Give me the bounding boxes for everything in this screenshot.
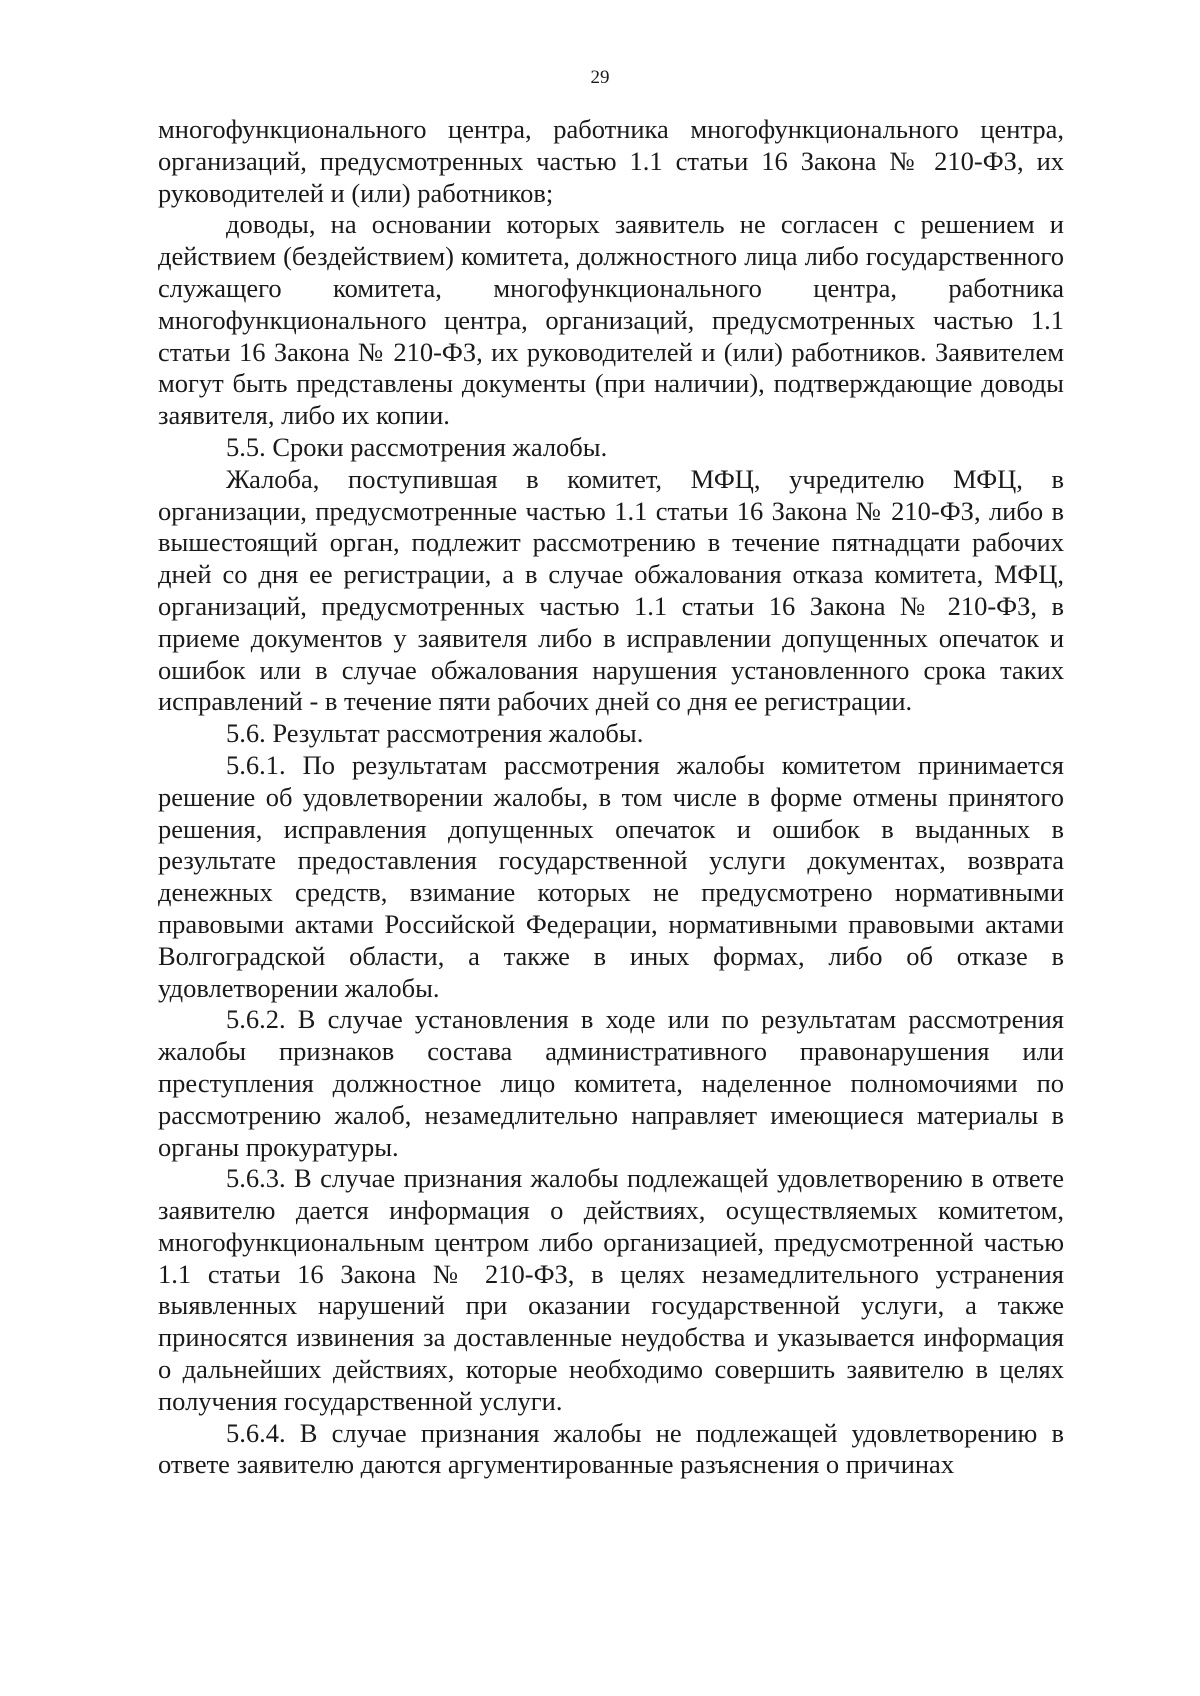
page-number: 29 [590,67,610,88]
paragraph-5-6-2: 5.6.2. В случае установления в ходе или по результатам рассмотрения жалобы признаков состава административного правонарушения или преступления должностное лицо комитета, наделенное полномочиями по рассмотрению жалоб, незамедлительно направляет имеющиеся материалы в органы прокуратуры. [158,1004,1064,1162]
section-heading-5-5: 5.5. Сроки рассмотрения жалобы. [226,431,608,462]
paragraph-complaint-arguments: доводы, на основании которых заявитель не согласен с решением и действием (бездействием) комитета, должностного лица либо государственного служащего комитета, многофункционального центра, работника многофункционального центра, организаций, предусмотренных частью 1.1 статьи 16 Закона № 210-ФЗ, их руководителей и (или) работников. Заявителем могут быть представлены документы (при наличии), подтверждающие доводы заявителя, либо их копии. [158,209,1064,431]
paragraph-continued-list-item: многофункционального центра, работника многофункционального центра, организаций, предусмотренных частью 1.1 статьи 16 Закона № 210-ФЗ, их руководителей и (или) работников; [158,114,1064,208]
paragraph-5-6-1: 5.6.1. По результатам рассмотрения жалобы комитетом принимается решение об удовлетворении жалобы, в том числе в форме отмены принятого решения, исправления допущенных опечаток и ошибок в выданных в результате предоставления государственной услуги документах, возврата денежных средств, взимание которых не предусмотрено нормативными правовыми актами Российской Федерации, нормативными правовыми актами Волгоградской области, а также в иных формах, либо об отказе в удовлетворении жалобы. [158,749,1064,1003]
section-heading-5-6: 5.6. Результат рассмотрения жалобы. [226,718,644,749]
paragraph-5-6-4: 5.6.4. В случае признания жалобы не подлежащей удовлетворению в ответе заявителю даются аргументированные разъяснения о причинах [158,1417,1064,1480]
document-body [158,114,1064,1481]
paragraph-5-6-3: 5.6.3. В случае признания жалобы подлежащей удовлетворению в ответе заявителю дается информация о действиях, осуществляемых комитетом, многофункциональным центром либо организацией, предусмотренной частью 1.1 статьи 16 Закона № 210-ФЗ, в целях незамедлительного устранения выявленных нарушений при оказании государственной услуги, а также приносятся извинения за доставленные неудобства и указывается информация о дальнейших действиях, которые необходимо совершить заявителю в целях получения государственной услуги. [158,1163,1064,1416]
paragraph-review-terms: Жалоба, поступившая в комитет, МФЦ, учредителю МФЦ, в организации, предусмотренные частью 1.1 статьи 16 Закона № 210-ФЗ, либо в вышестоящий орган, подлежит рассмотрению в течение пятнадцати рабочих дней со дня ее регистрации, а в случае обжалования отказа комитета, МФЦ, организаций, предусмотренных частью 1.1 статьи 16 Закона № 210-ФЗ, в приеме документов у заявителя либо в исправлении допущенных опечаток и ошибок или в случае обжалования нарушения установленного срока таких исправлений - в течение пяти рабочих дней со дня ее регистрации. [158,463,1064,717]
